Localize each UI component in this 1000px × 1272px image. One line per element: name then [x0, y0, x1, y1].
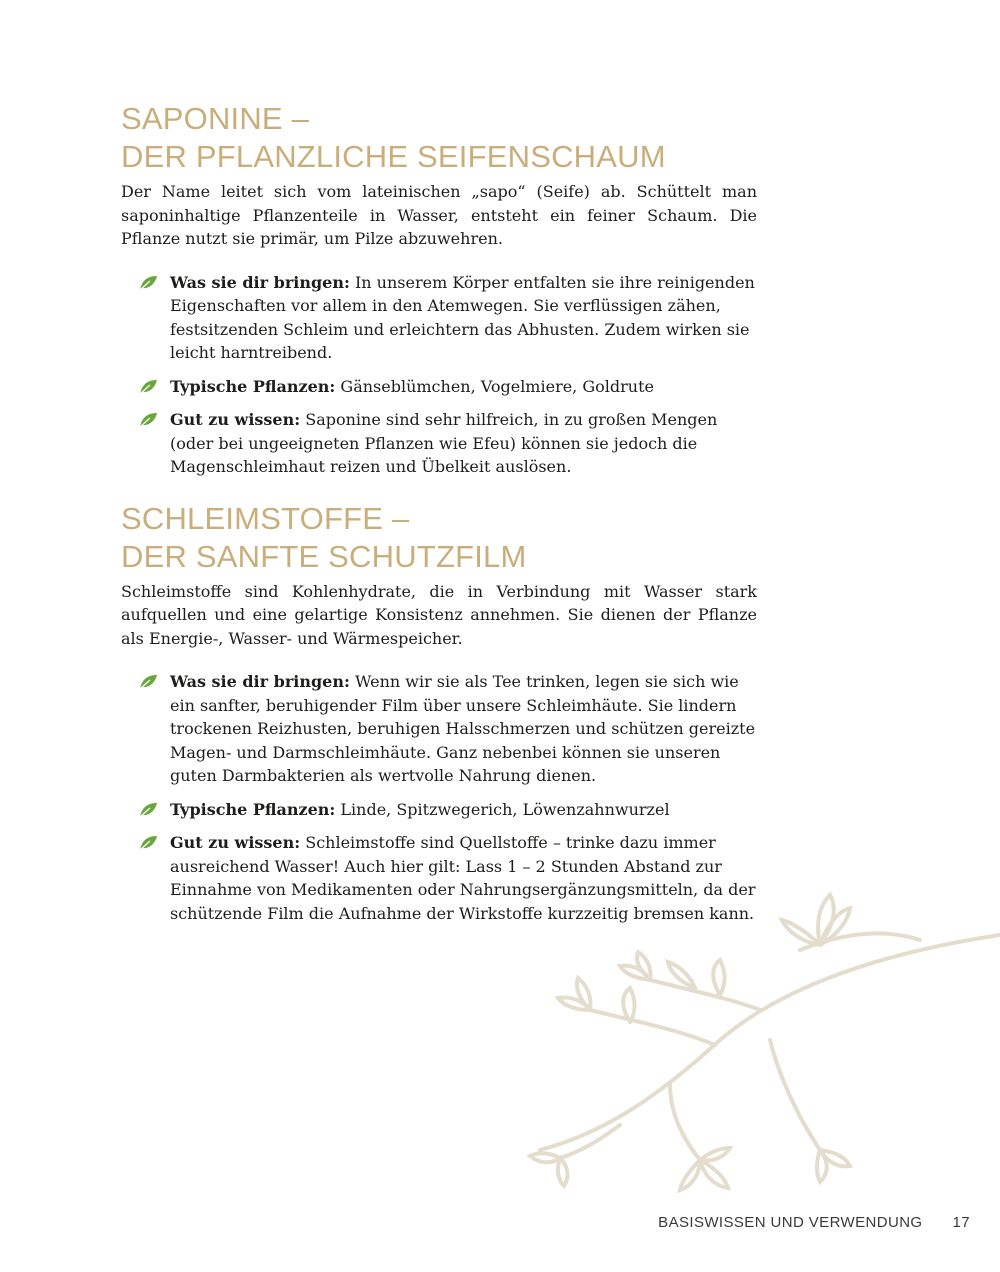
heading-line: SCHLEIMSTOFFE –: [121, 500, 410, 536]
item-text: Gänseblümchen, Vogelmiere, Goldrute: [340, 376, 654, 396]
item-text: Saponine sind sehr hilfreich, in zu großen Mengen (oder bei ungeeigneten Pflanzen wie Efeu) können sie jedoch die Magenschleimhaut reizen und Übelkeit auslösen.: [170, 410, 718, 476]
intro-paragraph: Schleimstoffe sind Kohlenhydrate, die in Verbindung mit Wasser stark aufquellen und eine gelartige Konsistenz annehmen. Sie dienen der Pflanze als Energie-, Wasser- und Wärmespeicher.: [121, 581, 757, 648]
item-label: Was sie dir bringen:: [170, 672, 350, 691]
item-text: In unserem Körper entfalten sie ihre reinigenden Eigenschaften vor allem in den Atemwegen. Sie verflüssigen zähen, festsitzenden Schleim und erleichtern das Abhusten. Zudem wirken sie leicht harntreibend.: [170, 272, 755, 362]
intro-paragraph: Der Name leitet sich vom lateinischen „sapo“ (Seife) ab. Schüttelt man saponinhaltige Pflanzenteile in Wasser, entsteht ein feiner Schaum. Die Pflanze nutzt sie primär, um Pilze abzuwehren.: [121, 182, 757, 248]
list-item: [121, 670, 757, 788]
page-footer: [658, 1214, 970, 1231]
heading-line: SAPONINE –: [121, 101, 310, 136]
section-saponine: [121, 100, 757, 479]
leaf-icon: [138, 801, 158, 819]
leaf-icon: [138, 378, 158, 396]
page-content: [121, 100, 757, 935]
leaf-icon: [138, 673, 158, 691]
section-heading: [121, 500, 757, 576]
item-label: Typische Pflanzen:: [170, 376, 336, 396]
list-item: [121, 798, 757, 822]
heading-line: DER SANFTE SCHUTZFILM: [121, 538, 527, 574]
section-heading: [121, 100, 757, 176]
heading-line: DER PFLANZLICHE SEIFENSCHAUM: [121, 139, 666, 174]
list-item: [121, 271, 757, 365]
leaf-icon: [138, 411, 158, 429]
bullet-list: [121, 670, 757, 925]
bullet-list: [121, 271, 757, 479]
leaf-icon: [138, 274, 158, 292]
branch-ornament: [520, 890, 1000, 1200]
item-text: Wenn wir sie als Tee trinken, legen sie sich wie ein sanfter, beruhigender Film über unsere Schleimhäute. Sie lindern trockenen Reizhusten, beruhigen Halsschmerzen und schützen gereizte Magen- und Darmschleimhäute. Ganz nebenbei können sie unseren guten Darmbakterien als wertvolle Nahrung dienen.: [170, 672, 756, 785]
page-number: 17: [952, 1214, 970, 1231]
footer-section-title: BASISWISSEN UND VERWENDUNG: [658, 1214, 923, 1231]
item-label: Gut zu wissen:: [170, 410, 301, 429]
item-text: Schleimstoffe sind Quellstoffe – trinke dazu immer ausreichend Wasser! Auch hier gilt: Lass 1 – 2 Stunden Abstand zur Einnahme von Medikamenten oder Nahrungsergänzungsmitteln, da der schützende Film die Aufnahme der Wirkstoffe kurzzeitig bremsen kann.: [170, 833, 756, 923]
list-item: [121, 408, 757, 479]
item-label: Was sie dir bringen:: [170, 272, 350, 292]
item-label: Gut zu wissen:: [170, 833, 301, 852]
item-text: Linde, Spitzwegerich, Löwenzahnwurzel: [340, 799, 670, 819]
item-label: Typische Pflanzen:: [170, 799, 336, 819]
list-item: [121, 375, 757, 399]
leaf-icon: [138, 834, 158, 852]
section-schleimstoffe: [121, 500, 757, 926]
